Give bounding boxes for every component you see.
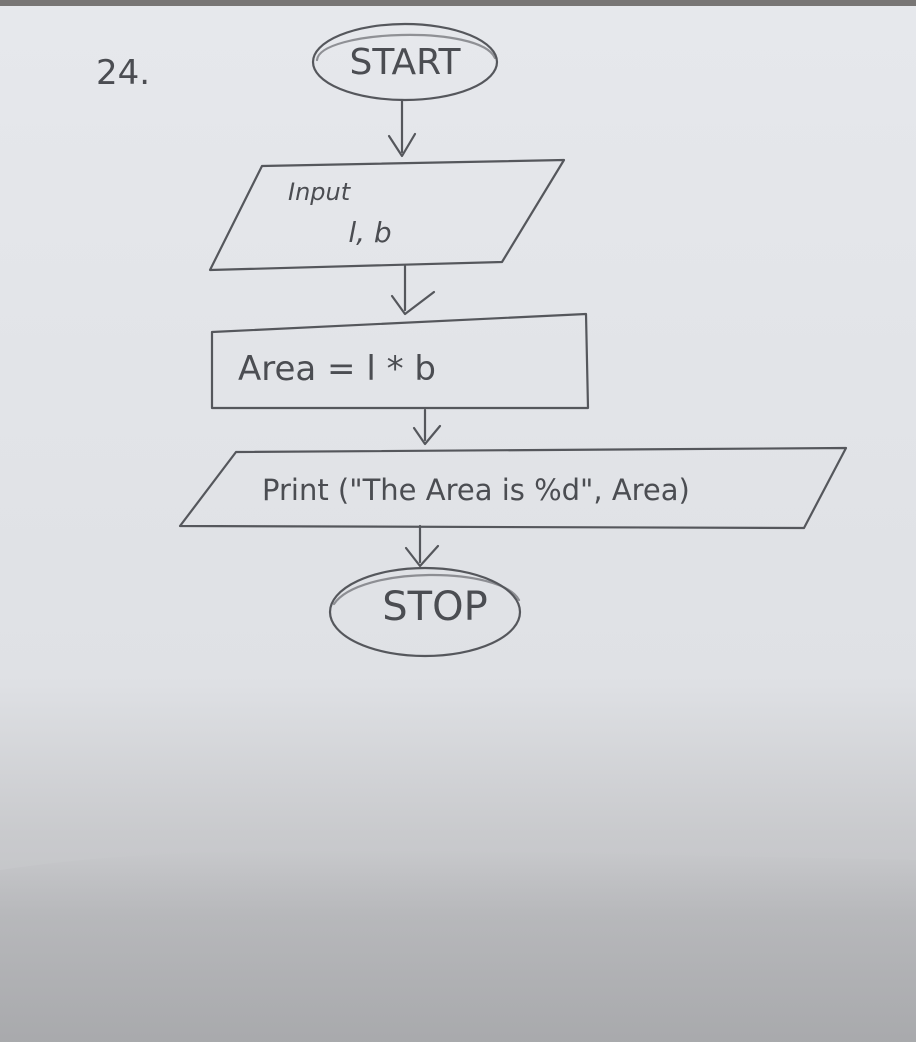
process-expression: Area = l * b	[238, 349, 436, 389]
input-vars: l, b	[348, 216, 392, 249]
arrow-input-to-process	[392, 266, 434, 314]
problem-number: 24.	[96, 53, 151, 93]
stop-label: STOP	[382, 584, 488, 630]
start-label: START	[349, 42, 461, 83]
arrow-output-to-stop	[406, 526, 438, 566]
input-box	[210, 160, 564, 270]
process-box	[212, 314, 588, 408]
stop-terminal	[330, 568, 520, 656]
input-title: Input	[288, 178, 351, 206]
output-box	[180, 448, 846, 528]
arrow-process-to-output	[414, 410, 440, 444]
arrow-start-to-input	[389, 100, 415, 156]
start-terminal	[313, 24, 497, 100]
output-statement: Print ("The Area is %d", Area)	[262, 473, 690, 507]
